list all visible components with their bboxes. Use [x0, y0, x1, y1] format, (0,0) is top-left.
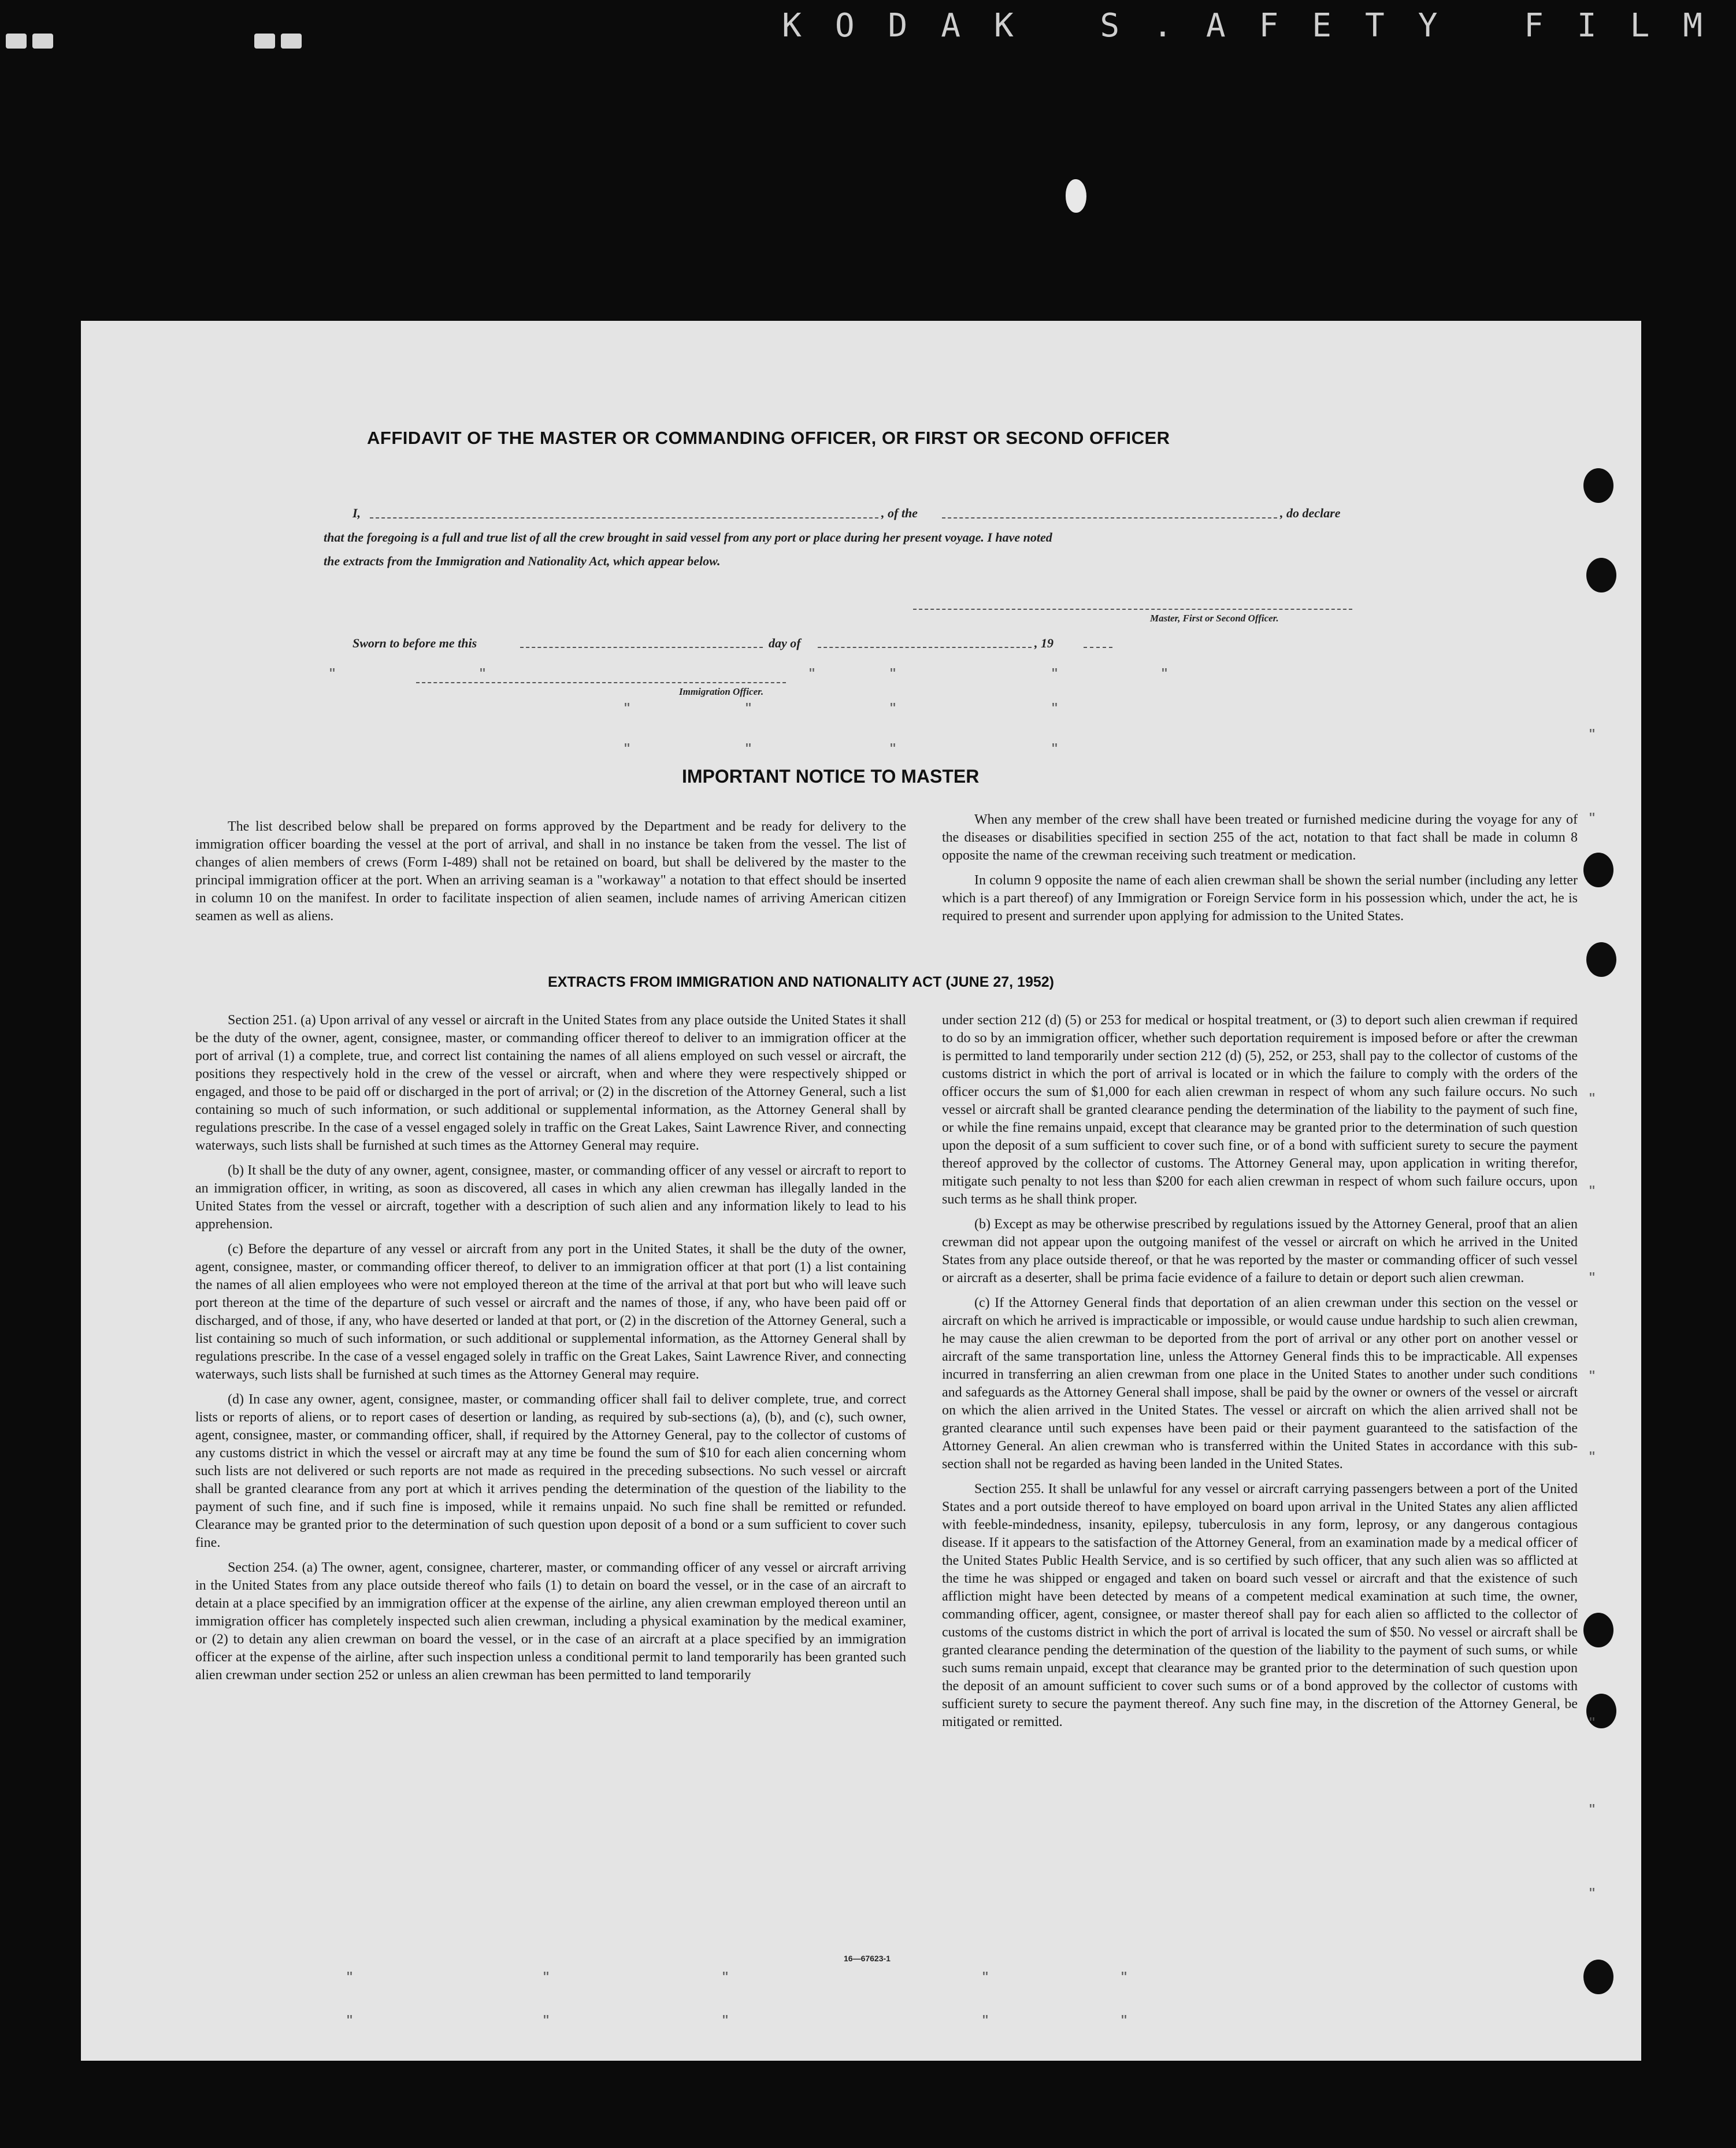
ditto-mark: ": [809, 665, 815, 683]
ditto-mark: ": [1589, 1182, 1595, 1200]
film-edge-text: KODAK S.AFETY FILM: [782, 7, 1736, 45]
ditto-mark: ": [1589, 1884, 1595, 1902]
extracts-left-column: [195, 1012, 906, 1691]
day-of-label: day of: [769, 636, 801, 650]
year-field: [1084, 647, 1112, 648]
ditto-mark: ": [890, 665, 896, 683]
notice-right-paragraph-2: In column 9 opposite the name of each alien crewman shall be shown the serial number (including any letter which is a part thereof) of any Immigration or Foreign Service form in his possession which, under the act, he is required to present and surrender upon applying for admission to the United States.: [942, 873, 1578, 924]
section-251-d: (d) In case any owner, agent, consignee, master, or commanding officer shall fail to deliver complete, true, and correct lists or reports of aliens, or to report cases of desertion or landing, as required by sub-sections (a), (b), and (c), such owner, agent, consignee, master, or commanding officer, shall, if required by the Attorney General, pay to the collector of customs of any customs district in which the vessel or aircraft may at any time be found the sum of $10 for each alien concerning whom such lists are not delivered or such reports are not made as required in the preceding subsections. No such vessel or aircraft shall be granted clearance from any port at which it arrives pending the determination of the question of the liability to the payment of such fine, and if such fine is imposed, while it remains unpaid. No such fine shall be remitted or refunded. Clearance may be granted prior to the determination of such question upon deposit of a bond or a sum sufficient to cover such fine.: [195, 1392, 906, 1550]
punch-hole: [1586, 558, 1616, 592]
ditto-mark: ": [745, 740, 751, 758]
manifest-page: [81, 321, 1641, 2061]
do-declare-label: , do declare: [1280, 506, 1341, 520]
ditto-mark: ": [722, 2012, 728, 2030]
ditto-mark: ": [543, 2012, 549, 2030]
affidavit-title: AFFIDAVIT OF THE MASTER OR COMMANDING OFFICER, OR FIRST OR SECOND OFFICER: [367, 428, 1170, 448]
sprocket-hole: [254, 34, 275, 49]
section-254-c: (c) If the Attorney General finds that deportation of an alien crewman under this section on the vessel or aircraft on which he arrived is impracticable or impossible, or would cause undue hardship to such alien crewman, he may cause the alien crewman to be deported from the port of arrival or any other port on another vessel or aircraft of the same transportation line, unless the Attorney General finds this to be impracticable. All expenses incurred in transferring an alien crewman from one place in the United States to another under such conditions and safeguards as the Attorney General shall impose, shall be paid by the owner or owners of the vessel or aircraft on which the alien arrived in the United States. The vessel or aircraft on which the alien arrived shall not be granted clearance until such expenses have been paid or their payment guaranteed to the satisfaction of the Attorney General. An alien crewman who is transferred within the United States in accordance with this sub-section shall not be regarded as having been landed in the United States.: [942, 1295, 1578, 1472]
section-251-b: (b) It shall be the duty of any owner, agent, consignee, master, or commanding officer of any vessel or aircraft to report to an immigration officer, in writing, as soon as discovered, all cases in which any alien crewman has illegally landed in the United States from the vessel or aircraft, together with a description of such alien and any information likely to lead to his apprehension.: [195, 1163, 906, 1232]
ditto-mark: ": [347, 2012, 353, 2030]
section-251-c: (c) Before the departure of any vessel or aircraft from any port in the United States, it shall be the duty of the owner, agent, consignee, master, or commanding officer thereof, to deliver to an immigration officer at that port (1) a list containing the names of all alien employees who were not employed thereon at the time of the arrival at that port but who will leave such port thereon at the time of the departure of such vessel or aircraft and the names of those, if any, who have been paid off or discharged, and of those, if any, who have deserted or landed at that port, or (2) in the discretion of the Attorney General, such a list containing so much of such information, or such additional or supplemental information, as the Attorney General shall by regulations prescribe. In the case of a vessel engaged solely in traffic on the Great Lakes, Saint Lawrence River, and connecting waterways, such lists shall be furnished at such times as the Attorney General may require.: [195, 1242, 906, 1382]
officer-signature-line: [416, 682, 786, 683]
ditto-mark: ": [890, 699, 896, 717]
vessel-name-field: [942, 517, 1277, 519]
ditto-mark: ": [982, 1968, 988, 1986]
punch-hole: [1583, 853, 1613, 887]
ditto-mark: ": [624, 699, 630, 717]
ditto-mark: ": [1052, 699, 1058, 717]
punch-hole: [1583, 1613, 1613, 1647]
notice-title: IMPORTANT NOTICE TO MASTER: [682, 766, 980, 787]
notice-left-column: [195, 818, 906, 932]
ditto-mark: ": [1589, 809, 1595, 827]
vessel-of-the-label: , of the: [881, 506, 918, 520]
form-code: 16—67623-1: [844, 1954, 891, 1963]
ditto-mark: ": [1052, 740, 1058, 758]
ditto-mark: ": [1589, 1801, 1595, 1819]
ditto-mark: ": [1121, 1968, 1127, 1986]
affiant-label: I,: [353, 506, 361, 520]
ditto-mark: ": [1589, 1269, 1595, 1287]
sprocket-hole: [281, 34, 302, 49]
master-signature-caption: Master, First or Second Officer.: [1150, 613, 1279, 624]
extracts-title: EXTRACTS FROM IMMIGRATION AND NATIONALITY ACT (JUNE 27, 1952): [548, 974, 1054, 990]
ditto-mark: ": [329, 665, 335, 683]
sworn-day-field: [520, 647, 763, 648]
declaration-line-1: that the foregoing is a full and true list of all the crew brought in said vessel from any port or place during her present voyage. I have noted: [324, 530, 1052, 545]
notice-left-paragraph: The list described below shall be prepared on forms approved by the Department and be ready for delivery to the immigration officer boarding the vessel at the port of arrival, and shall in no instance be taken from the vessel. The list of changes of alien members of crews (Form I-489) shall not be retained on board, but shall be delivered by the master to the principal immigration officer at the port. When an arriving seaman is a "workaway" a notation to that effect should be inserted in column 10 on the manifest. In order to facilitate inspection of alien seamen, include names of arriving American citizen seamen as well as aliens.: [195, 819, 906, 924]
punch-hole: [1586, 942, 1616, 977]
section-251-a: Section 251. (a) Upon arrival of any vessel or aircraft in the United States from any place outside the United States it shall be the duty of the owner, agent, consignee, master, or commanding officer thereof to deliver to an immigration officer at the port of arrival (1) a complete, true, and correct list containing the names of all aliens employed on such vessel or aircraft, the positions they respectively hold in the crew of the vessel or aircraft, when and where they were respectively shipped or engaged, and those to be paid off or discharged in the port of arrival; or (2) in the discretion of the Attorney General, such a list containing so much of such information, or such additional or supplemental information, as the Attorney General shall by regulations prescribe. In the case of a vessel engaged solely in traffic on the Great Lakes, Saint Lawrence River, and connecting waterways, such lists shall be furnished at such times as the Attorney General may require.: [195, 1013, 906, 1153]
master-signature-line: [913, 609, 1352, 610]
notice-right-paragraph-1: When any member of the crew shall have been treated or furnished medicine during the voyage for any of the diseases or disabilities specified in section 255 of the act, notation to that fact shall be made in column 8 opposite the name of the crewman receiving such treatment or medication.: [942, 812, 1578, 863]
extracts-right-column: [942, 1012, 1578, 1738]
ditto-mark: ": [624, 740, 630, 758]
ditto-mark: ": [1052, 665, 1058, 683]
section-254-b: (b) Except as may be otherwise prescribed by regulations issued by the Attorney General, proof that an alien crewman did not appear upon the outgoing manifest of the vessel or aircraft on which he arrived in the United States from any place outside thereof, or that he was reported by the master or commanding officer of such vessel or aircraft as a deserter, shall be prima facie evidence of a failure to detain or deport such alien crewman.: [942, 1217, 1578, 1286]
film-edge: [0, 0, 1736, 46]
ditto-mark: ": [1589, 1448, 1595, 1466]
officer-caption: Immigration Officer.: [679, 686, 764, 697]
year-label: , 19: [1034, 636, 1054, 650]
sworn-label: Sworn to before me this: [353, 636, 477, 650]
ditto-mark: ": [890, 740, 896, 758]
declaration-line-2: the extracts from the Immigration and Nationality Act, which appear below.: [324, 554, 721, 568]
sprocket-hole: [32, 34, 53, 49]
section-254-a-continued: under section 212 (d) (5) or 253 for medical or hospital treatment, or (3) to deport such alien crewman if required to do so by an immigration officer, whether such deportation requirement is imposed before or after the crewman is permitted to land temporarily under section 212 (d) (5), 252, or 253, shall pay to the collector of customs of the customs district in which the port of arrival is located or in which the failure to comply with the orders of the officer occurs the sum of $1,000 for each alien crewman in respect of whom any such failure occurs. No such vessel or aircraft shall be granted clearance pending the determination of the liability to the payment of such fine, or while the fine remains unpaid, except that clearance may be granted prior to the determination of such question upon the deposit of a sum sufficient to cover such fine, or of a bond with sufficient surety to secure the payment thereof approved by the collector of customs. The Attorney General may, upon application in writing therefor, mitigate such penalty to not less than $200 for each alien crewman in respect of whom such failure occurs, upon such terms as he shall think proper.: [942, 1013, 1578, 1207]
ditto-mark: ": [543, 1968, 549, 1986]
sprocket-hole: [6, 34, 27, 49]
ditto-mark: ": [1589, 1714, 1595, 1732]
ditto-mark: ": [722, 1968, 728, 1986]
sworn-month-field: [818, 647, 1032, 648]
ditto-mark: ": [1589, 725, 1595, 743]
ditto-mark: ": [347, 1968, 353, 1986]
section-254-a: Section 254. (a) The owner, agent, consignee, charterer, master, or commanding officer of any vessel or aircraft arriving in the United States from any place outside thereof who fails (1) to detain on board the vessel, or in the case of an aircraft to detain at a place specified by an immigration officer at the expense of the airline, any alien crewman employed thereon until an immigration officer has completely inspected such alien crewman, including a physical examination by the medical examiner, or (2) to detain any alien crewman on board the vessel, or in the case of an aircraft at a place specified by an immigration officer at the expense of the airline, after such inspection unless a conditional permit to land temporarily has been granted such alien crewman under section 252 or unless an alien crewman has been permitted to land temporarily: [195, 1560, 906, 1683]
punch-hole: [1583, 468, 1613, 503]
section-255: Section 255. It shall be unlawful for any vessel or aircraft carrying passengers between a port of the United States and a port outside thereof to have employed on board upon arrival in the United States any alien afflicted with feeble-mindedness, insanity, epilepsy, tuberculosis in any form, leprosy, or any dangerous contagious disease. If it appears to the satisfaction of the Attorney General, from an examination made by a medical officer of the United States Public Health Service, and is so certified by such officer, that any such alien was so afflicted at the time he was shipped or engaged and taken on board such vessel or aircraft and that the existence of such affliction might have been detected by means of a competent medical examination at such time, the owner, commanding officer, agent, consignee, or master thereof shall pay for each alien so afflicted to the collector of customs of the customs district in which the port of arrival is located the sum of $50. No vessel or aircraft shall be granted clearance pending the determination of the question of the liability to the payment of such sums, or while such sums remain unpaid, except that clearance may be granted prior to the determination of such question upon the deposit of an amount sufficient to cover such sums or of a bond approved by the collector of customs with sufficient surety to secure the payment thereof. Any such fine may, in the discretion of the Attorney General, be mitigated or remitted.: [942, 1482, 1578, 1729]
affiant-name-field: [370, 517, 878, 519]
ditto-mark: ": [1589, 1367, 1595, 1385]
ditto-mark: ": [1162, 665, 1167, 683]
ditto-mark: ": [982, 2012, 988, 2030]
ditto-mark: ": [1589, 1090, 1595, 1108]
punch-hole: [1583, 1960, 1613, 1994]
film-mark: [1066, 179, 1086, 213]
ditto-mark: ": [745, 699, 751, 717]
ditto-mark: ": [1121, 2012, 1127, 2030]
ditto-mark: ": [480, 665, 485, 683]
notice-right-column: [942, 811, 1578, 932]
